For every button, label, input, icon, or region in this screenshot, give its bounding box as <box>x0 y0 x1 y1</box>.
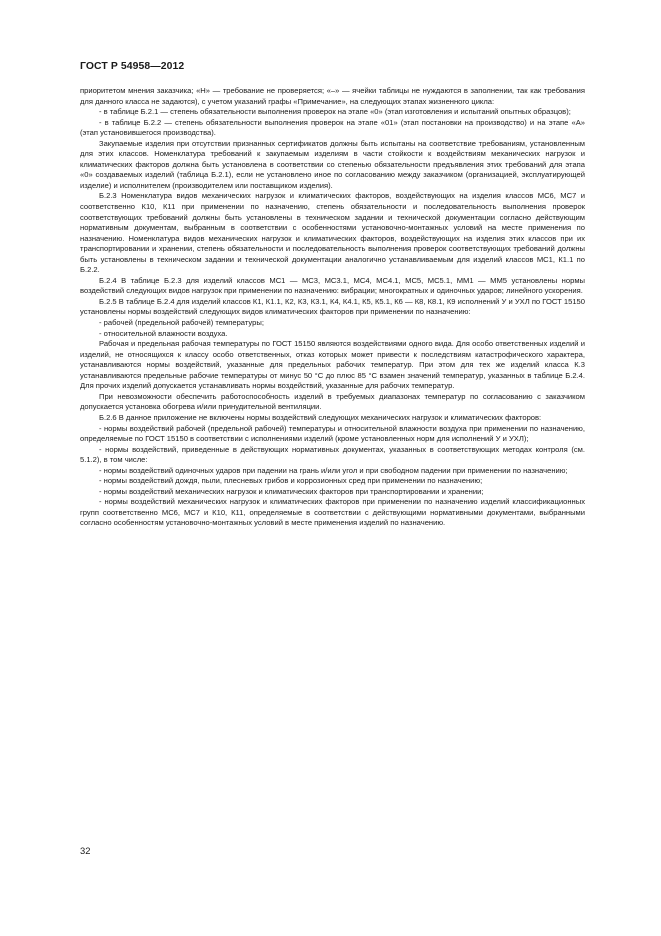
list-item: - в таблице Б.2.2 — степень обязательности выполнения проверок на этапе «01» (этап постановки на производство) и на этапе «А» (этап установившегося производства). <box>80 117 585 138</box>
list-item: - нормы воздействий механических нагрузок и климатических факторов при транспортировании и хранении; <box>99 486 484 496</box>
list-item: - в таблице Б.2.1 — степень обязательности выполнения проверок на этапе «0» (этап изготовления и испытаний опытных образцов); <box>99 107 571 117</box>
paragraph: Рабочая и предельная рабочая температуры по ГОСТ 15150 являются воздействиями одного вида. Для особо ответственных изделий и изделий, не относящихся к классу особо ответственных, отказ которых может привести к последствиям катастрофического характера, устанавливаются нормы воздействий, указанные для предельных рабочих температур. При этом для тех же изделий класса К.3 устанавливаются предельные рабочие температуры от минус 50 °С до плюс 85 °С взамен значений температур, указанных в таблице Б.2.4. Для прочих изделий допускается устанавливать нормы воздействий, указанные для рабочих температур. <box>80 339 585 391</box>
document-header: ГОСТ Р 54958—2012 <box>80 61 185 72</box>
paragraph: приоритетом мнения заказчика; «Н» — требование не проверяется; «–» — ячейки таблицы не нуждаются в заполнении, так как требования для данного класса не задаются), с учетом указаний графы «Примечание», на следующих этапах жизненного цикла: <box>80 86 585 106</box>
list-item: - нормы воздействий дождя, пыли, плесневых грибов и коррозионных сред при применении по назначению; <box>99 476 483 486</box>
list-item: - рабочей (предельной рабочей) температуры; <box>99 318 264 328</box>
list-item: - нормы воздействий одиночных ударов при падении на грань и/или угол и при свободном падении при применении по назначению; <box>99 465 568 475</box>
paragraph: При невозможности обеспечить работоспособность изделий в требуемых диапазонах температур по согласованию с заказчиком допускается установка обогрева и/или принудительной вентиляции. <box>80 391 585 412</box>
paragraph-b-2-4: Б.2.4 В таблице Б.2.3 для изделий классов МС1 — МС3, МС3.1, МС4, МС4.1, МС5, МС5.1, ММ1 — ММ5 установлены нормы воздействий следующих видов нагрузок при применении по назначению: вибрации; многократных и одиночных ударов; линейного ускорения. <box>80 275 585 296</box>
list-item: - нормы воздействий, приведенные в действующих нормативных документах, указанных в соответствующих методах контроля (см. 5.1.2), в том числе: <box>80 444 585 465</box>
list-item: - относительной влажности воздуха. <box>99 328 228 338</box>
page-number: 32 <box>80 845 91 856</box>
document-body <box>80 86 585 529</box>
list-item: - нормы воздействий рабочей (предельной рабочей) температуры и относительной влажности воздуха при применении по назначению, определяемые по ГОСТ 15150 в соответствии с исполнениями изделий (кроме установленных норм для исполнений У и УХЛ); <box>80 423 585 444</box>
paragraph: Закупаемые изделия при отсутствии признанных сертификатов должны быть испытаны на соответствие требованиям, установленным для этих классов. Номенклатура требований к закупаемым изделиям в части стойкости к воздействиям механических нагрузок и климатических факторов должна быть установлена в соответствии со степенью обязательности предъявления этих требований для этапа «0» создаваемых изделий (таблица Б.2.1), если не установлено иное по согласованию между заказчиком (организацией, эксплуатирующей изделие) и исполнителем (производителем или поставщиком изделия). <box>80 138 585 190</box>
paragraph-b-2-5: Б.2.5 В таблице Б.2.4 для изделий классов К1, К1.1, К2, К3, К3.1, К4, К4.1, К5, К5.1, К6 — К8, К8.1, К9 исполнений У и УХЛ по ГОСТ 15150 установлены нормы воздействий следующих видов климатических факторов при применении по назначению: <box>80 296 585 317</box>
paragraph-b-2-6: Б.2.6 В данное приложение не включены нормы воздействий следующих механических нагрузок и климатических факторов: <box>99 412 542 422</box>
paragraph-b-2-3: Б.2.3 Номенклатура видов механических нагрузок и климатических факторов, воздействующих на изделия классов МС6, МС7 и соответственно К10, К11 при применении по назначению, степень обязательности и последовательность выполнения проверок соответствующих требований должны быть установлены в техническом задании и технической документации согласно действующим нормативным документам, выбранным в соответствии с особенностями установочно-монтажных условий на месте применения по назначению. Номенклатура видов механических нагрузок и климатических факторов, воздействующих на изделия этих классов при их транспортировании и хранении, степень обязательности и последовательность выполнения проверок соответствующих требований должны быть установлены в техническом задании и технической документации аналогично устанавливаемым для изделий классов МС1, К1.1 по Б.2.2. <box>80 191 585 275</box>
list-item: - нормы воздействий механических нагрузок и климатических факторов при применении по назначению изделий классификационных групп соответственно МС6, МС7 и К10, К11, определяемые в соответствии с действующими нормативными документами, выбранными согласно особенностям установочно-монтажных условий в месте применения изделий по назначению. <box>80 497 585 528</box>
